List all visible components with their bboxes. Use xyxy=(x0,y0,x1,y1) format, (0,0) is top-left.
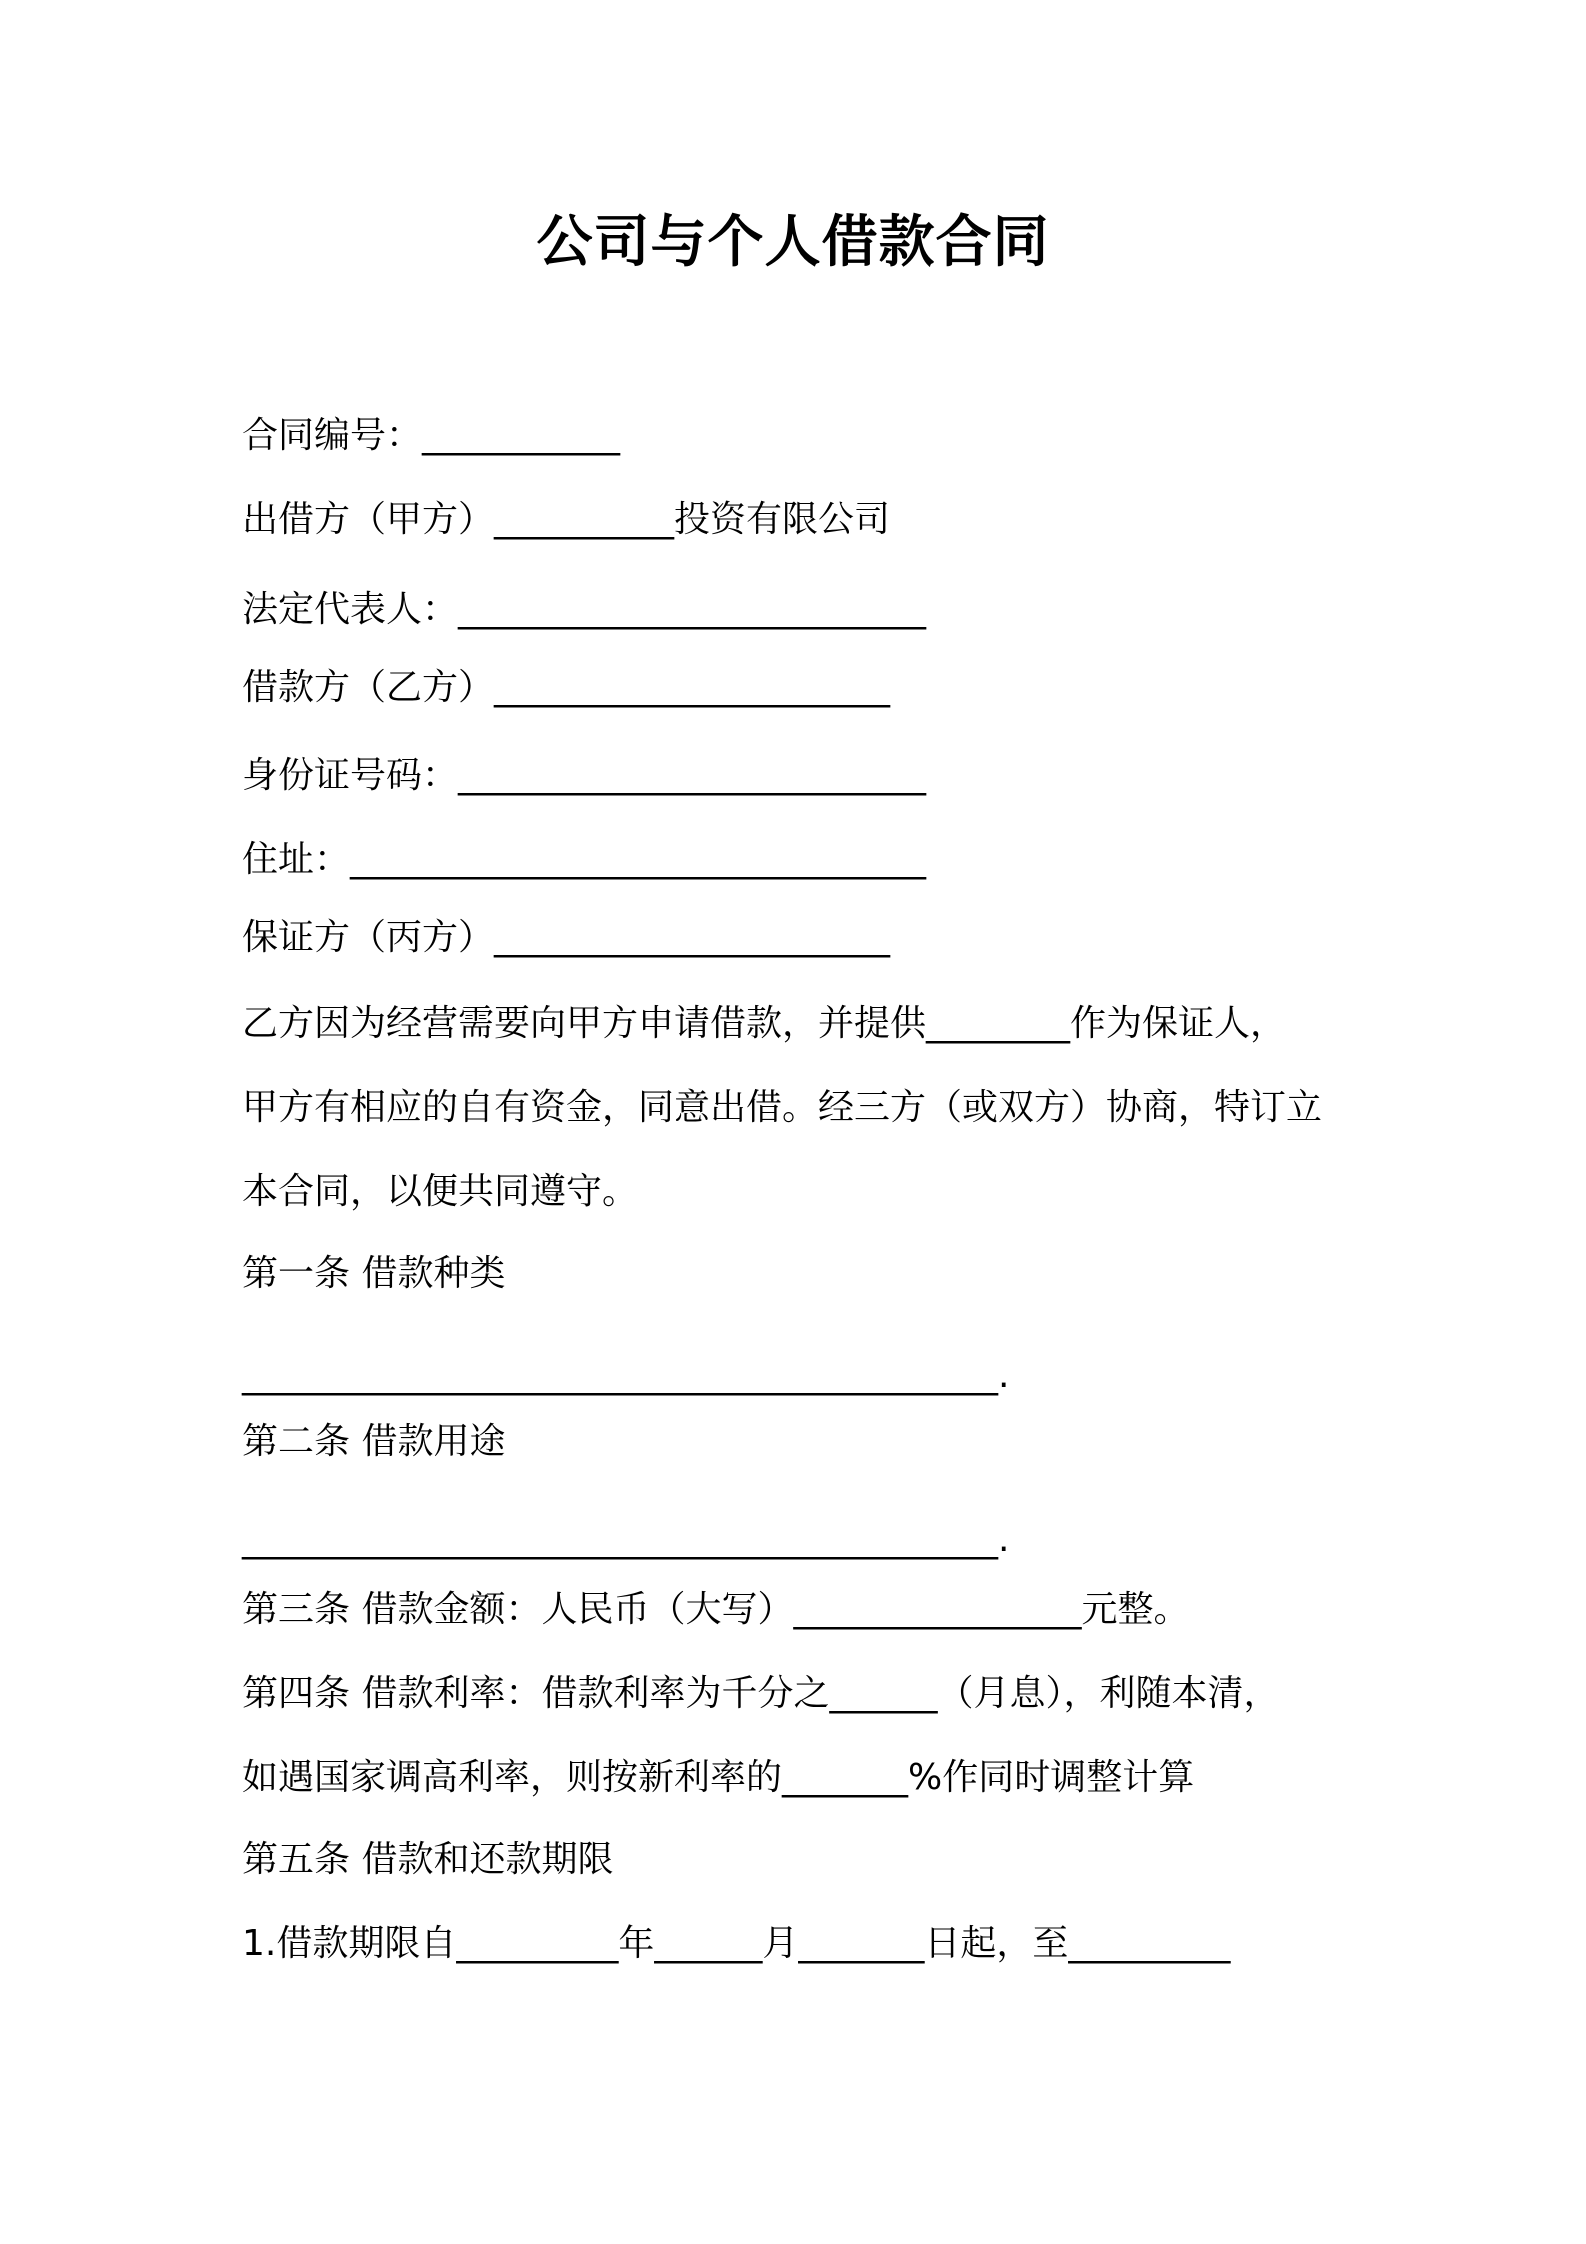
article-2-blank: __________________________________________. xyxy=(242,1519,1010,1560)
preamble-line-1: 乙方因为经营需要向甲方申请借款，并提供________作为保证人， xyxy=(242,1003,1287,1044)
id-number-line: 身份证号码：__________________________ xyxy=(242,755,927,796)
article-5-item-1: 1.借款期限自_________年______月_______日起，至_________ xyxy=(242,1923,1231,1964)
article-4-line-1: 第四条 借款利率：借款利率为千分之______（月息），利随本清， xyxy=(242,1673,1280,1714)
article-4-line-2: 如遇国家调高利率，则按新利率的_______%作同时调整计算 xyxy=(242,1757,1195,1798)
preamble-line-3: 本合同，以便共同遵守。 xyxy=(242,1171,639,1212)
contract-number-line: 合同编号：___________ xyxy=(242,415,621,456)
article-1-blank: __________________________________________. xyxy=(242,1355,1010,1396)
article-1-heading: 第一条 借款种类 xyxy=(242,1253,506,1294)
article-3-line: 第三条 借款金额：人民币（大写）________________元整。 xyxy=(242,1589,1190,1630)
document-title: 公司与个人借款合同 xyxy=(536,210,1050,275)
article-2-heading: 第二条 借款用途 xyxy=(242,1421,506,1462)
borrower-line: 借款方（乙方）______________________ xyxy=(242,667,891,708)
preamble-line-2: 甲方有相应的自有资金，同意出借。经三方（或双方）协商，特订立 xyxy=(242,1087,1323,1128)
lender-line: 出借方（甲方）__________投资有限公司 xyxy=(242,499,891,540)
address-line: 住址：________________________________ xyxy=(242,839,927,880)
guarantor-line: 保证方（丙方）______________________ xyxy=(242,917,891,958)
legal-representative-line: 法定代表人：__________________________ xyxy=(242,589,927,630)
article-5-heading: 第五条 借款和还款期限 xyxy=(242,1839,614,1880)
